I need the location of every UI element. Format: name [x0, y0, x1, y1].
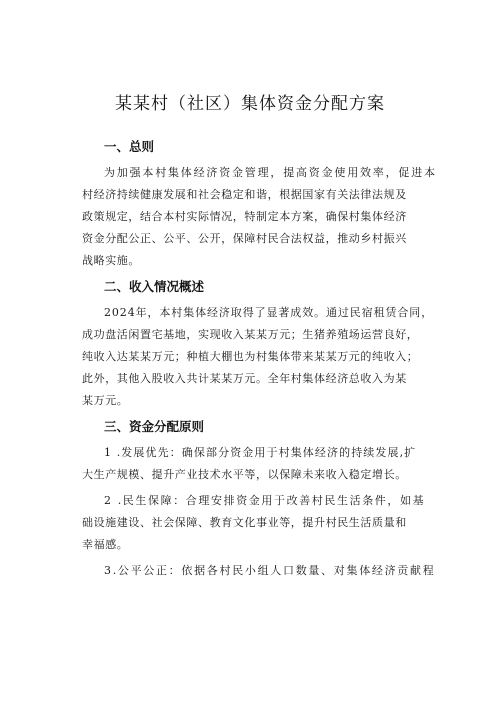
- paragraph-line: 战略实施。: [82, 254, 140, 267]
- paragraph-line: 2024年，本村集体经济取得了显著成效。通过民宿租赁合同，: [104, 306, 434, 319]
- paragraph-principle-development: [82, 442, 438, 486]
- paragraph-line: 资金分配公正、公平、公开，保障村民合法权益，推动乡村振兴: [82, 232, 407, 245]
- paragraph-line: 政策规定，结合本村实际情况，特制定本方案，确保村集体经济: [82, 210, 407, 223]
- document-body: [82, 138, 438, 586]
- section-heading-general: 一、总则: [104, 139, 155, 154]
- section-heading-allocation-principles: 三、资金分配原则: [104, 419, 205, 434]
- paragraph-line: 村经济持续健康发展和社会稳定和谐，根据国家有关法律法规及: [82, 188, 407, 201]
- paragraph-line: 2 .民生保障：合理安排资金用于改善村民生活条件，如基: [104, 494, 426, 507]
- paragraph-income-overview: [82, 302, 438, 412]
- paragraph-line: 3.公平公正：依据各村民小组人口数量、对集体经济贡献程: [104, 564, 436, 577]
- paragraph-general: [82, 162, 438, 272]
- paragraph-principle-fairness: [82, 560, 438, 582]
- paragraph-line: 大生产规模、提升产业技术水平等，以保障未来收入稳定增长。: [82, 468, 407, 481]
- paragraph-line: 此外，其他入股收入共计某某万元。全年村集体经济总收入为某: [82, 372, 407, 385]
- paragraph-line: 为加强本村集体经济资金管理，提高资金使用效率，促进本: [104, 166, 437, 179]
- paragraph-line: 幸福感。: [82, 538, 129, 551]
- paragraph-line: 1 .发展优先：确保部分资金用于村集体经济的持续发展,扩: [104, 446, 417, 459]
- paragraph-line: 某万元。: [82, 394, 129, 407]
- paragraph-principle-livelihood: [82, 490, 438, 556]
- paragraph-line: 成功盘活闲置宅基地，实现收入某某万元；生猪养殖场运营良好，: [82, 328, 419, 341]
- paragraph-line: 础设施建设、社会保障、教育文化事业等，提升村民生活质量和: [82, 516, 407, 529]
- document-title: 某某村（社区）集体资金分配方案: [115, 94, 385, 114]
- paragraph-line: 纯收入达某某万元；种植大棚也为村集体带来某某万元的纯收入；: [82, 350, 419, 363]
- section-heading-income-overview: 二、收入情况概述: [104, 279, 205, 294]
